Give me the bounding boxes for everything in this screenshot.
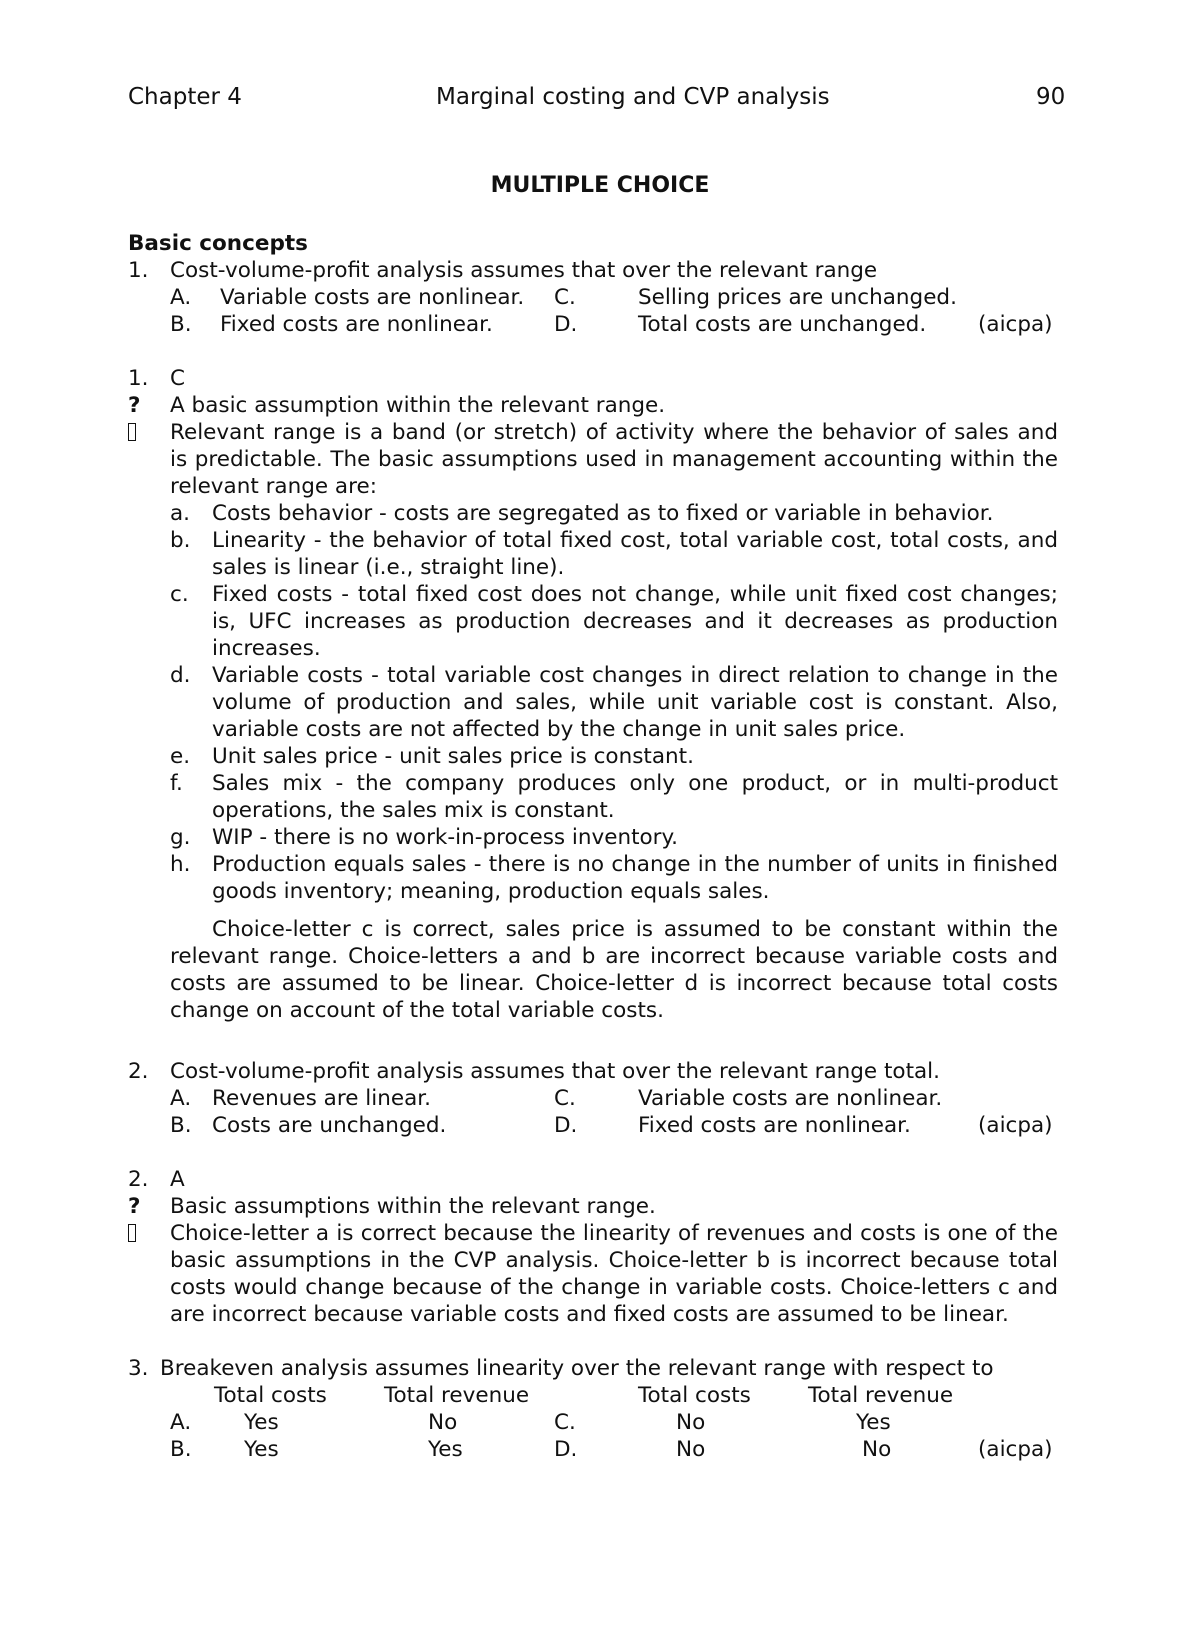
item-line: Variable costs - total variable cost changes in direct relation to change in the (212, 663, 1058, 688)
item-letter: d. (170, 663, 191, 688)
conclusion-line: Choice-letter c is correct, sales price is assumed to be constant within the (212, 917, 1058, 942)
table-cell: Yes (856, 1410, 891, 1435)
explanation-line: are incorrect because variable costs and fixed costs are assumed to be linear. (170, 1302, 1009, 1327)
explanation-line: is predictable. The basic assumptions used in management accounting within the (170, 447, 1058, 472)
subsection-title: Basic concepts (128, 231, 308, 256)
option-letter: D. (554, 312, 578, 337)
item-line: Unit sales price - unit sales price is constant. (212, 744, 694, 769)
option-text: Total costs are unchanged. (638, 312, 927, 337)
table-cell: Yes (244, 1437, 279, 1462)
item-line: increases. (212, 636, 321, 661)
header-chapter: Chapter 4 (128, 84, 242, 110)
explanation-line: Choice-letter a is correct because the linearity of revenues and costs is one of the (170, 1221, 1058, 1246)
option-text: Revenues are linear. (212, 1086, 431, 1111)
option-letter: C. (554, 1410, 576, 1435)
option-text: Variable costs are nonlinear. (220, 285, 525, 310)
option-text: Costs are unchanged. (212, 1113, 447, 1138)
item-letter: f. (170, 771, 183, 796)
item-line: Fixed costs - total fixed cost does not change, while unit fixed cost changes; (212, 582, 1058, 607)
option-letter: C. (554, 285, 576, 310)
explanation-mark-icon (128, 1220, 136, 1247)
explanation-mark-icon (128, 419, 136, 446)
question-number: 3. (128, 1356, 149, 1381)
item-letter: a. (170, 501, 191, 526)
explanation-line: costs would change because of the change in variable costs. Choice-letters c and (170, 1275, 1058, 1300)
table-cell: No (428, 1410, 458, 1435)
item-line: volume of production and sales, while unit variable cost is constant. Also, (212, 690, 1058, 715)
hint-text: A basic assumption within the relevant range. (170, 393, 666, 418)
answer-letter: A (170, 1167, 185, 1192)
option-text: Selling prices are unchanged. (638, 285, 957, 310)
answer-letter: C (170, 366, 186, 391)
explanation-line: relevant range are: (170, 474, 377, 499)
conclusion-line: relevant range. Choice-letters a and b are incorrect because variable costs and (170, 944, 1058, 969)
option-letter: A. (170, 1086, 192, 1111)
question-number: 1. (128, 258, 149, 283)
option-letter: A. (170, 285, 192, 310)
answer-number: 2. (128, 1167, 149, 1192)
item-line: Sales mix - the company produces only one product, or in multi-product (212, 771, 1058, 796)
option-letter: B. (170, 1113, 192, 1138)
table-cell: Yes (244, 1410, 279, 1435)
item-letter: h. (170, 852, 191, 877)
item-line: sales is linear (i.e., straight line). (212, 555, 565, 580)
item-line: is, UFC increases as production decreases and it decreases as production (212, 609, 1058, 634)
header-page-number: 90 (1036, 84, 1066, 110)
table-cell: No (676, 1410, 706, 1435)
hint-mark-icon: ? (128, 393, 141, 418)
item-letter: b. (170, 528, 191, 553)
item-line: variable costs are not affected by the change in unit sales price. (212, 717, 906, 742)
option-letter: B. (170, 1437, 192, 1462)
item-letter: c. (170, 582, 189, 607)
column-header: Total costs (214, 1383, 327, 1408)
option-letter: A. (170, 1410, 192, 1435)
option-text: Fixed costs are nonlinear. (220, 312, 493, 337)
header-title: Marginal costing and CVP analysis (436, 84, 830, 110)
item-line: goods inventory; meaning, production equals sales. (212, 879, 770, 904)
question-number: 2. (128, 1059, 149, 1084)
item-line: Costs behavior - costs are segregated as to fixed or variable in behavior. (212, 501, 994, 526)
question-text: Cost-volume-profit analysis assumes that over the relevant range (170, 258, 878, 283)
question-text: Breakeven analysis assumes linearity over the relevant range with respect to (160, 1356, 994, 1381)
item-line: operations, the sales mix is constant. (212, 798, 615, 823)
column-header: Total revenue (808, 1383, 954, 1408)
table-cell: No (676, 1437, 706, 1462)
option-letter: D. (554, 1113, 578, 1138)
source-label: (aicpa) (978, 1437, 1053, 1462)
item-letter: g. (170, 825, 191, 850)
answer-number: 1. (128, 366, 149, 391)
option-letter: C. (554, 1086, 576, 1111)
table-cell: Yes (428, 1437, 463, 1462)
hint-mark-icon: ? (128, 1194, 141, 1219)
explanation-line: basic assumptions in the CVP analysis. Choice-letter b is incorrect because total (170, 1248, 1058, 1273)
conclusion-line: costs are assumed to be linear. Choice-letter d is incorrect because total costs (170, 971, 1058, 996)
explanation-line: Relevant range is a band (or stretch) of activity where the behavior of sales and (170, 420, 1058, 445)
question-text: Cost-volume-profit analysis assumes that over the relevant range total. (170, 1059, 940, 1084)
conclusion-line: change on account of the total variable costs. (170, 998, 664, 1023)
item-line: Production equals sales - there is no change in the number of units in finished (212, 852, 1058, 877)
source-label: (aicpa) (978, 312, 1053, 337)
item-letter: e. (170, 744, 191, 769)
option-text: Fixed costs are nonlinear. (638, 1113, 911, 1138)
source-label: (aicpa) (978, 1113, 1053, 1138)
option-letter: D. (554, 1437, 578, 1462)
option-text: Variable costs are nonlinear. (638, 1086, 943, 1111)
column-header: Total costs (638, 1383, 751, 1408)
option-letter: B. (170, 312, 192, 337)
hint-text: Basic assumptions within the relevant range. (170, 1194, 656, 1219)
item-line: Linearity - the behavior of total fixed cost, total variable cost, total costs, and (212, 528, 1058, 553)
column-header: Total revenue (384, 1383, 530, 1408)
table-cell: No (862, 1437, 892, 1462)
section-title: MULTIPLE CHOICE (490, 173, 710, 198)
item-line: WIP - there is no work-in-process inventory. (212, 825, 679, 850)
